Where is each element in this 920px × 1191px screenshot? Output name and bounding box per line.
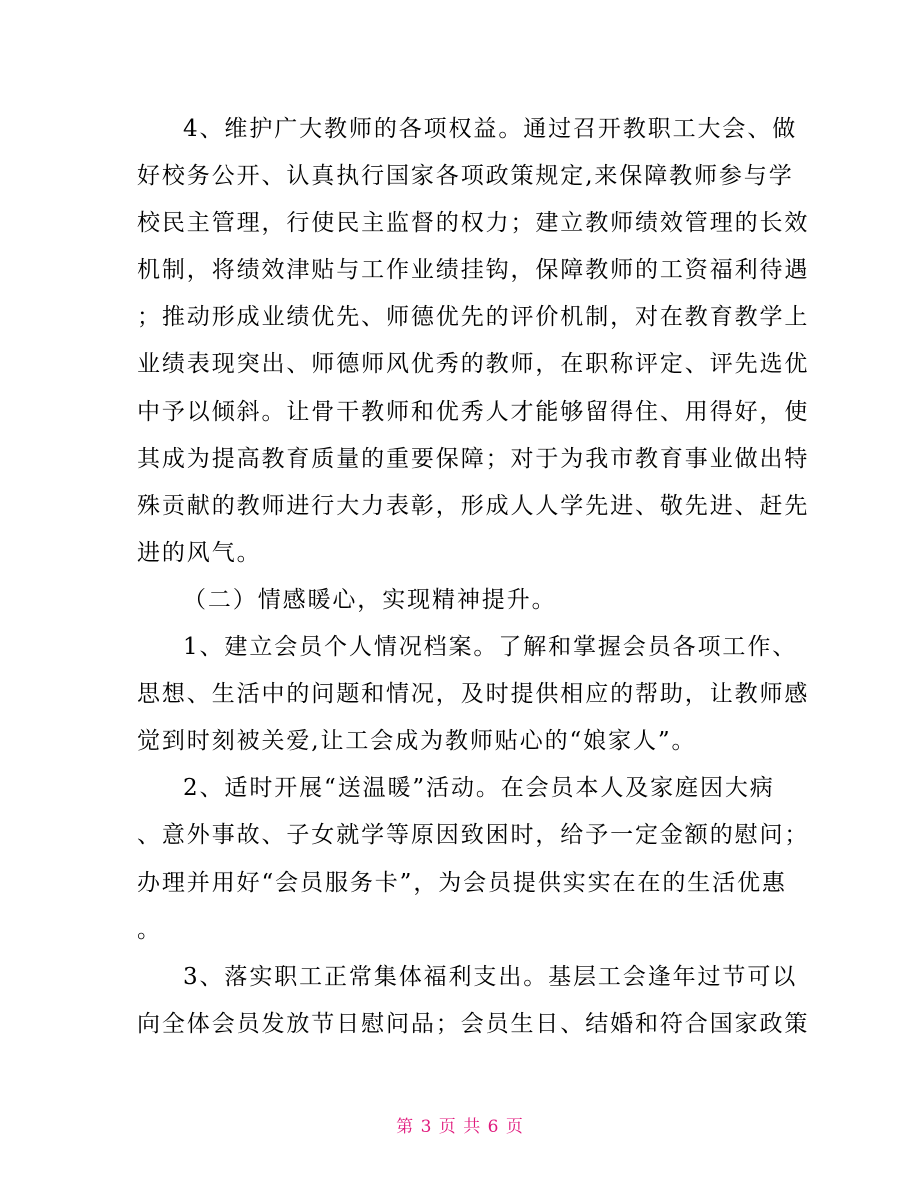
text-line: 向全体会员发放节日慰问品；会员生日、结婚和符合国家政策 [137, 1010, 810, 1037]
text-line: 4、维护广大教师的各项权益。通过召开教职工大会、做 [183, 116, 798, 142]
section-heading: （二）情感暖心，实现精神提升。 [183, 586, 557, 613]
text-line: 。 [137, 916, 162, 943]
text-line: ；推动形成业绩优先、师德优先的评价机制，对在教育教学上 [137, 304, 810, 331]
text-line: 2、适时开展“送温暖”活动。在会员本人及家庭因大病 [183, 775, 775, 802]
document-body [137, 106, 810, 1048]
text-line: 殊贡献的教师进行大力表彰，形成人人学先进、敬先进、赶先 [137, 492, 810, 519]
text-line: 觉到时刻被关爱,让工会成为教师贴心的“娘家人”。 [137, 728, 697, 755]
text-line: 校民主管理，行使民主监督的权力；建立教师绩效管理的长效 [137, 210, 810, 237]
text-line: 其成为提高教育质量的重要保障；对于为我市教育事业做出特 [137, 445, 810, 472]
text-line: 办理并用好“会员服务卡”，为会员提供实实在在的生活优惠 [137, 869, 787, 896]
text-line: 业绩表现突出、师德师风优秀的教师，在职称评定、评先选优 [137, 351, 810, 378]
text-line: 思想、生活中的问题和情况，及时提供相应的帮助，让教师感 [137, 681, 810, 708]
text-line: 中予以倾斜。让骨干教师和优秀人才能够留得住、用得好，使 [137, 398, 810, 425]
text-line: 、意外事故、子女就学等原因致困时，给予一定金额的慰问； [137, 822, 810, 849]
text-line: 进的风气。 [137, 539, 262, 566]
text-line: 好校务公开、认真执行国家各项政策规定,来保障教师参与学 [137, 163, 794, 190]
text-line: 3、落实职工正常集体福利支出。基层工会逢年过节可以 [183, 963, 798, 990]
text-line: 机制，将绩效津贴与工作业绩挂钩，保障教师的工资福利待遇 [137, 257, 810, 284]
page-number-footer: 第 3 页 共 6 页 [396, 1117, 524, 1137]
text-line: 1、建立会员个人情况档案。了解和掌握会员各项工作、 [183, 634, 798, 661]
